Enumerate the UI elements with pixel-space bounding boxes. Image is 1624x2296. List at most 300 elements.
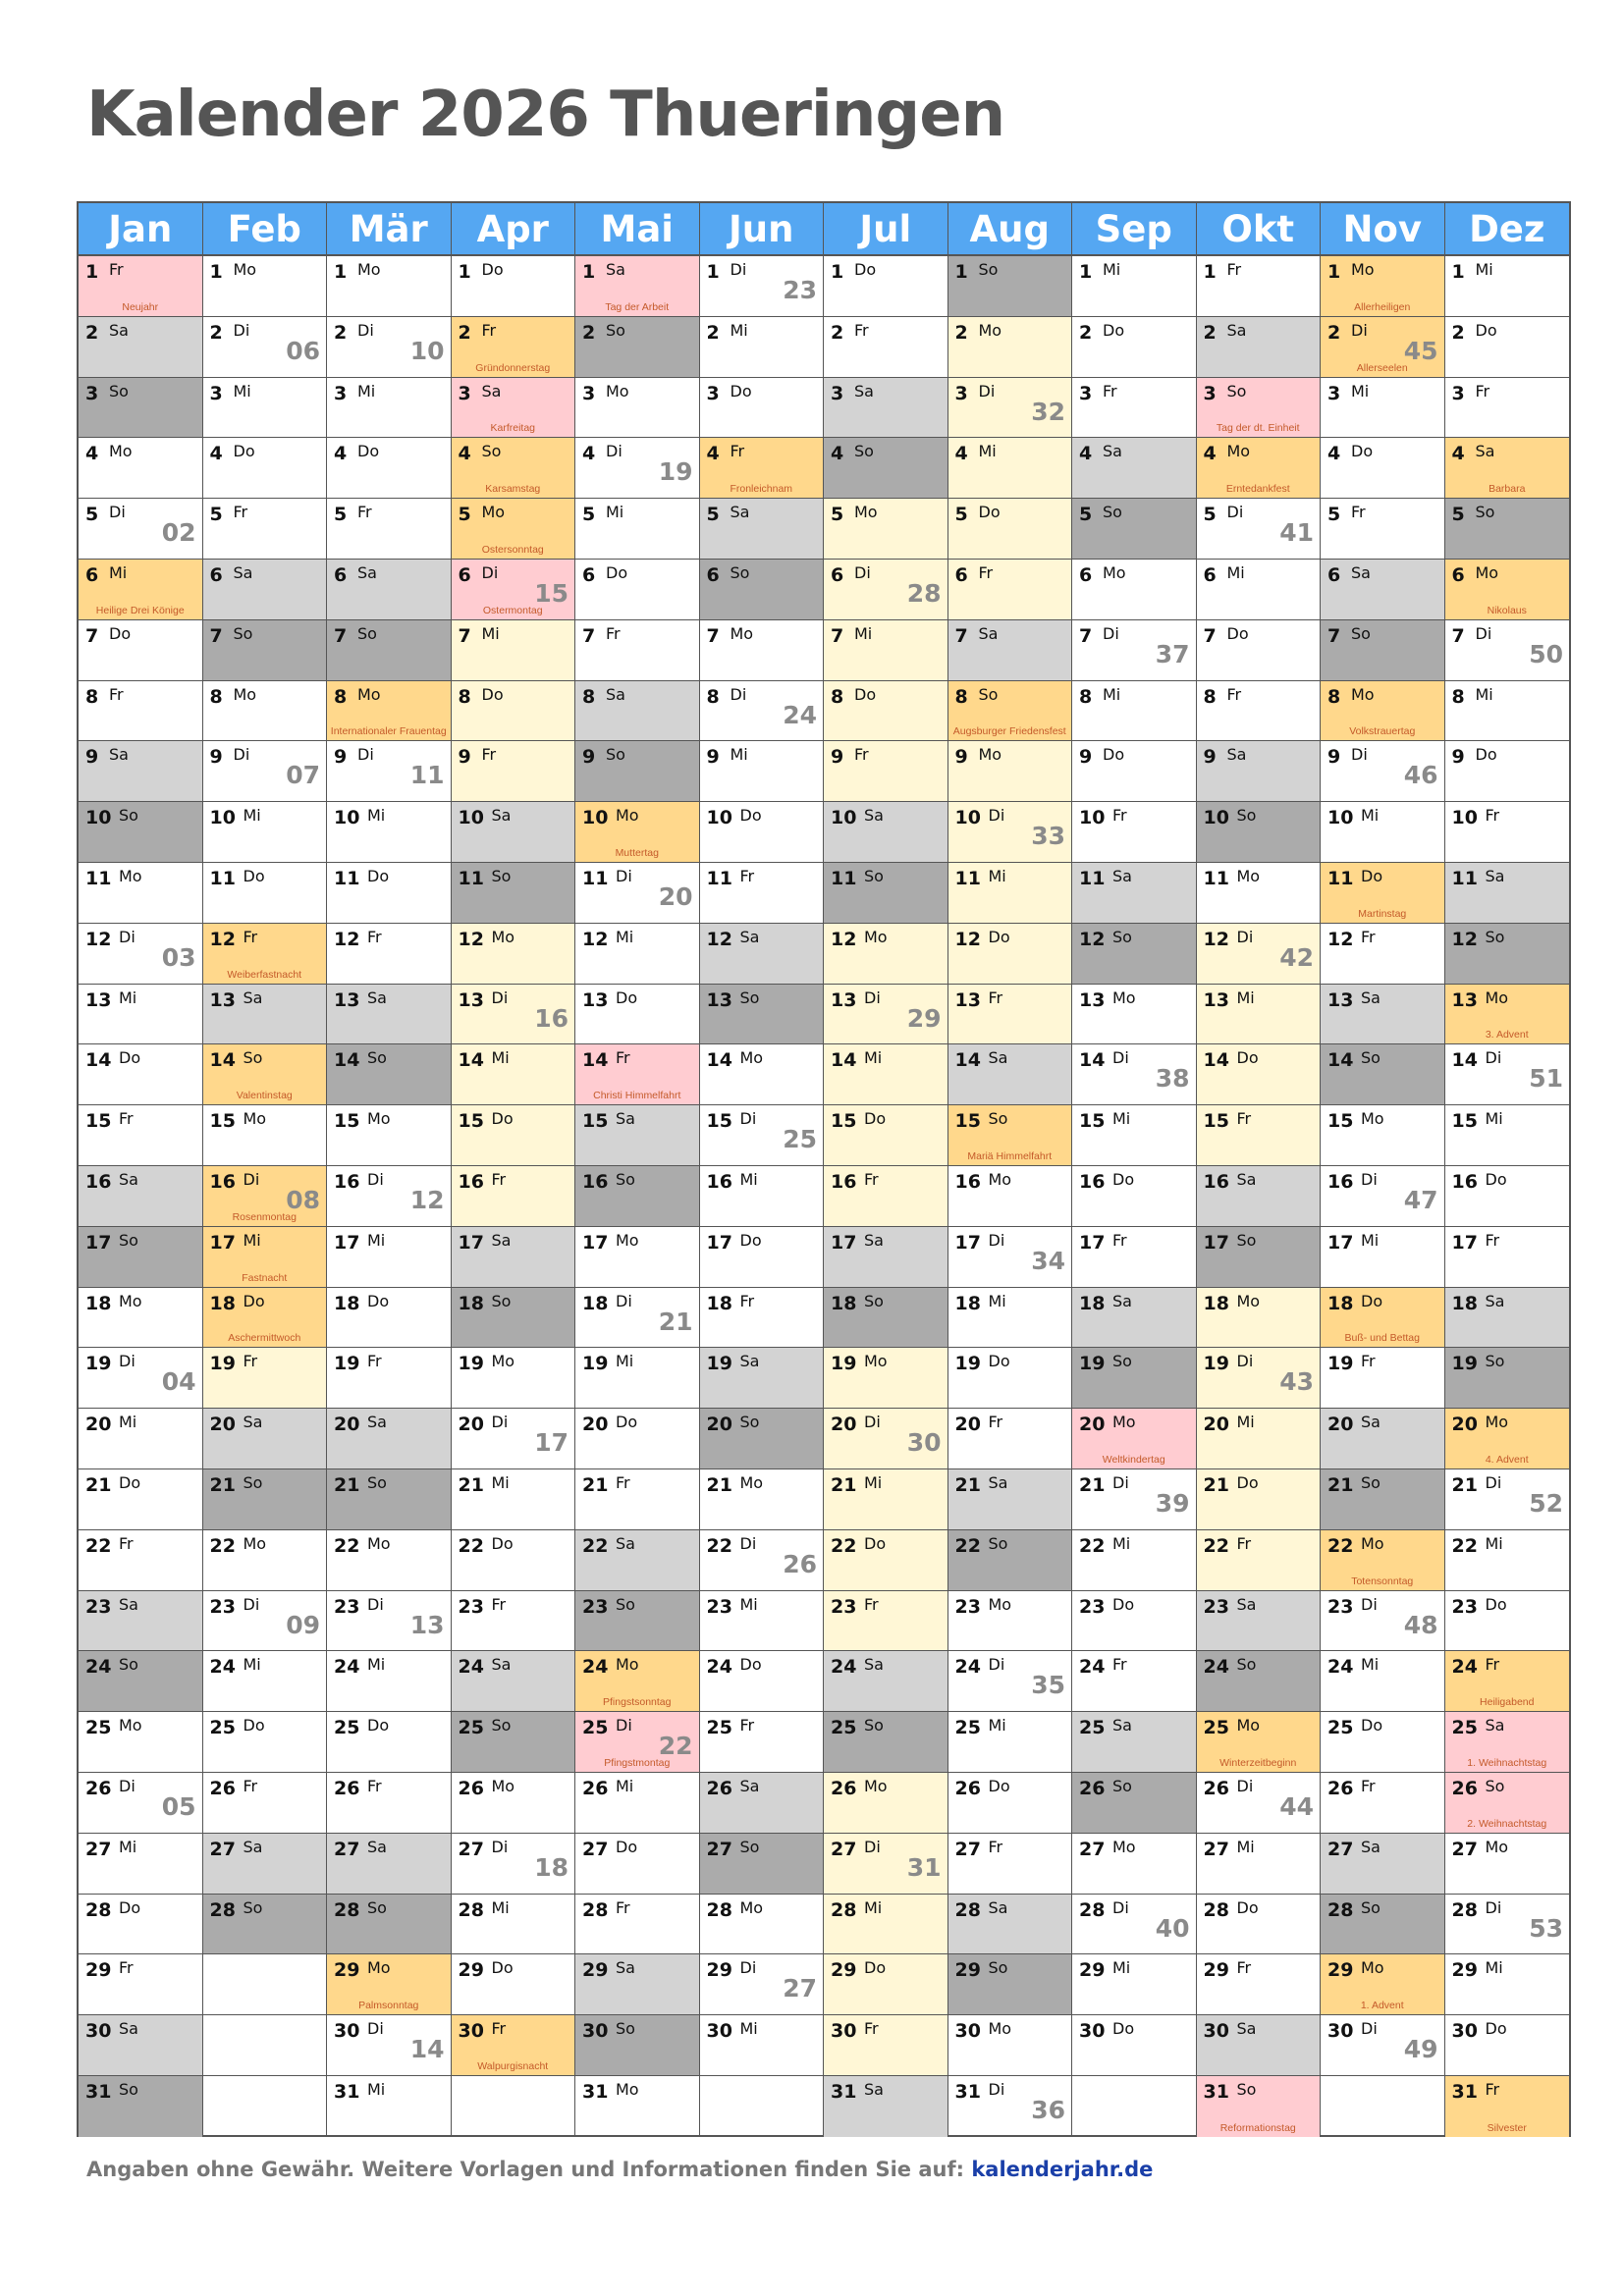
- day-cell: [575, 985, 699, 1045]
- weekday-label: Mo: [1485, 1837, 1509, 1856]
- day-cell: [1197, 499, 1321, 560]
- weekday-label: Fr: [109, 260, 124, 279]
- weekday-label: Fr: [481, 320, 497, 340]
- holiday-label: 3. Advent: [1485, 1029, 1529, 1041]
- weekday-label: So: [1236, 2079, 1257, 2099]
- weekday-label: Fr: [864, 1594, 879, 1614]
- day-number: 22: [458, 1534, 484, 1557]
- weekday-label: Fr: [854, 745, 869, 765]
- day-number: 14: [582, 1049, 609, 1072]
- weekday-label: Mi: [367, 2079, 386, 2099]
- weekday-label: Di: [233, 745, 250, 765]
- day-number: 11: [1079, 867, 1106, 889]
- day-cell: [575, 256, 699, 317]
- weekday-label: Fr: [233, 503, 248, 522]
- day-number: 15: [706, 1110, 732, 1133]
- holiday-label: Tag der dt. Einheit: [1216, 422, 1300, 435]
- holiday-label: Volkstrauertag: [1349, 725, 1416, 738]
- day-cell: [948, 1469, 1072, 1530]
- day-number: 9: [1451, 746, 1465, 769]
- holiday-label: Walpurgisnacht: [477, 2059, 549, 2072]
- weekday-label: Mi: [739, 1594, 758, 1614]
- day-cell: [1445, 1409, 1570, 1469]
- month-header: Mai: [575, 203, 699, 256]
- day-cell: [327, 499, 451, 560]
- day-cell: [948, 1895, 1072, 1955]
- weekday-label: So: [988, 1109, 1008, 1129]
- weekday-label: Di: [1485, 1897, 1502, 1917]
- weekday-label: Mo: [1112, 1413, 1136, 1432]
- weekday-label: Di: [1236, 927, 1254, 946]
- day-cell: [824, 802, 947, 863]
- day-cell: [79, 1227, 202, 1288]
- day-cell: [948, 1712, 1072, 1773]
- day-cell: [575, 1105, 699, 1166]
- weekday-label: Mo: [988, 2019, 1012, 2039]
- day-number: 12: [209, 928, 236, 950]
- week-number: 07: [286, 761, 320, 790]
- day-cell: [824, 2076, 947, 2137]
- day-number: 28: [1079, 1898, 1106, 1921]
- day-cell: [1072, 499, 1196, 560]
- day-cell: [1197, 2015, 1321, 2076]
- day-number: 24: [954, 1656, 981, 1679]
- holiday-label: Augsburger Friedensfest: [952, 725, 1066, 738]
- month-header: Mär: [327, 203, 451, 256]
- day-number: 1: [582, 261, 596, 283]
- weekday-label: Mo: [1361, 1958, 1384, 1978]
- day-number: 15: [1451, 1110, 1478, 1133]
- weekday-label: Di: [1485, 1048, 1502, 1068]
- day-cell: [1197, 741, 1321, 802]
- day-number: 15: [209, 1110, 236, 1133]
- month-column: [824, 203, 948, 2137]
- day-cell: [1072, 378, 1196, 439]
- weekday-label: Mo: [243, 1109, 267, 1129]
- day-number: 19: [831, 1353, 857, 1375]
- weekday-label: Di: [367, 1169, 384, 1189]
- weekday-label: Mi: [1112, 1109, 1131, 1129]
- weekday-label: Mo: [119, 1716, 142, 1735]
- weekday-label: Di: [988, 1655, 1005, 1675]
- day-cell: [1445, 1166, 1570, 1227]
- weekday-label: Mo: [1351, 260, 1375, 279]
- day-number: 23: [1451, 1595, 1478, 1618]
- weekday-label: Mo: [109, 442, 133, 461]
- weekday-label: Di: [1226, 503, 1244, 522]
- weekday-label: Sa: [233, 562, 253, 582]
- month-column: [203, 203, 328, 2137]
- day-number: 29: [334, 1959, 360, 1982]
- day-cell: [1197, 1409, 1321, 1469]
- day-cell: [327, 1530, 451, 1591]
- day-cell: [1197, 1348, 1321, 1409]
- day-cell: [203, 1651, 327, 1712]
- day-number: 21: [954, 1473, 981, 1496]
- weekday-label: Fr: [1236, 1533, 1252, 1553]
- day-cell: [948, 1105, 1072, 1166]
- day-cell: [700, 1651, 824, 1712]
- day-cell: [327, 1834, 451, 1895]
- week-number: 26: [783, 1549, 817, 1578]
- weekday-label: Do: [243, 1291, 265, 1310]
- holiday-label: Tag der Arbeit: [605, 300, 670, 313]
- day-cell: [203, 1348, 327, 1409]
- weekday-label: Fr: [119, 1109, 134, 1129]
- day-number: 25: [1451, 1717, 1478, 1739]
- day-number: 31: [954, 2080, 981, 2103]
- weekday-label: Mo: [491, 927, 515, 946]
- day-cell: [700, 1166, 824, 1227]
- holiday-label: Karsamstag: [485, 483, 541, 496]
- day-number: 5: [831, 504, 844, 526]
- day-number: 3: [831, 382, 844, 404]
- weekday-label: Fr: [616, 1897, 630, 1917]
- holiday-label: Martinstag: [1358, 907, 1407, 920]
- weekday-label: Sa: [1236, 2019, 1257, 2039]
- day-cell: [948, 863, 1072, 924]
- weekday-label: Di: [1236, 1352, 1254, 1371]
- weekday-label: So: [606, 320, 625, 340]
- weekday-label: Do: [481, 260, 504, 279]
- day-number: 31: [1203, 2080, 1229, 2103]
- day-number: 15: [1203, 1110, 1229, 1133]
- day-number: 22: [706, 1534, 732, 1557]
- day-number: 19: [1327, 1353, 1354, 1375]
- weekday-label: Sa: [243, 1413, 263, 1432]
- day-number: 16: [1451, 1170, 1478, 1193]
- holiday-label: Winterzeitbeginn: [1219, 1756, 1297, 1769]
- day-number: 23: [706, 1595, 732, 1618]
- day-cell: [203, 802, 327, 863]
- day-cell: [1197, 1469, 1321, 1530]
- day-number: 28: [1451, 1898, 1478, 1921]
- day-cell: [948, 924, 1072, 985]
- day-cell: [948, 499, 1072, 560]
- weekday-label: Sa: [606, 684, 625, 704]
- weekday-label: Sa: [1361, 1413, 1380, 1432]
- day-cell: [1072, 1530, 1196, 1591]
- weekday-label: So: [854, 442, 874, 461]
- day-cell: [327, 1166, 451, 1227]
- day-number: 5: [1451, 504, 1465, 526]
- weekday-label: Do: [1361, 1291, 1383, 1310]
- weekday-label: Sa: [119, 1594, 138, 1614]
- day-number: 6: [582, 563, 596, 586]
- day-number: 21: [831, 1473, 857, 1496]
- day-number: 27: [706, 1838, 732, 1860]
- day-number: 2: [1451, 321, 1465, 344]
- day-cell: [1072, 863, 1196, 924]
- day-number: 16: [1079, 1170, 1106, 1193]
- day-number: 29: [954, 1959, 981, 1982]
- day-cell: [203, 438, 327, 499]
- week-number: 47: [1403, 1185, 1438, 1214]
- day-number: 25: [582, 1717, 609, 1739]
- day-cell: [203, 1166, 327, 1227]
- day-cell: [700, 1288, 824, 1349]
- weekday-label: Mo: [481, 503, 506, 522]
- weekday-label: Mi: [730, 745, 748, 765]
- weekday-label: So: [864, 1716, 884, 1735]
- day-number: 8: [1079, 685, 1093, 708]
- day-number: 3: [582, 382, 596, 404]
- day-number: 6: [1203, 563, 1217, 586]
- holiday-label: Heiligabend: [1480, 1696, 1535, 1709]
- day-number: 10: [1327, 807, 1354, 829]
- day-number: 24: [334, 1656, 360, 1679]
- week-number: 34: [1031, 1246, 1065, 1275]
- day-number: 9: [582, 746, 596, 769]
- day-cell: [700, 620, 824, 681]
- empty-day-cell: [203, 2015, 327, 2076]
- weekday-label: Di: [864, 988, 881, 1007]
- day-number: 6: [458, 563, 471, 586]
- weekday-label: Do: [1361, 866, 1383, 885]
- week-number: 23: [783, 276, 817, 304]
- day-cell: [575, 438, 699, 499]
- day-number: 15: [582, 1110, 609, 1133]
- day-cell: [1197, 1227, 1321, 1288]
- weekday-label: So: [233, 623, 253, 643]
- day-number: 15: [1327, 1110, 1354, 1133]
- weekday-label: Mo: [978, 745, 1002, 765]
- day-number: 4: [209, 443, 223, 465]
- day-number: 22: [209, 1534, 236, 1557]
- day-cell: [79, 1469, 202, 1530]
- holiday-label: Ostermontag: [482, 604, 543, 616]
- day-cell: [1072, 1105, 1196, 1166]
- weekday-label: Sa: [988, 1472, 1008, 1492]
- day-number: 10: [831, 807, 857, 829]
- day-cell: [1072, 1895, 1196, 1955]
- weekday-label: Mo: [357, 260, 381, 279]
- day-cell: [1321, 1348, 1444, 1409]
- day-number: 15: [954, 1110, 981, 1133]
- holiday-label: Erntedankfest: [1225, 483, 1290, 496]
- day-number: 23: [1327, 1595, 1354, 1618]
- day-cell: [948, 378, 1072, 439]
- holiday-label: 1. Advent: [1360, 2000, 1404, 2012]
- weekday-label: Do: [1475, 745, 1497, 765]
- weekday-label: Sa: [864, 1230, 884, 1250]
- day-cell: [575, 378, 699, 439]
- day-number: 14: [831, 1049, 857, 1072]
- day-cell: [948, 1954, 1072, 2015]
- day-number: 10: [1451, 807, 1478, 829]
- day-number: 7: [831, 624, 844, 647]
- day-number: 28: [334, 1898, 360, 1921]
- day-number: 28: [831, 1898, 857, 1921]
- day-number: 13: [706, 988, 732, 1011]
- week-number: 32: [1031, 397, 1065, 426]
- weekday-label: Sa: [616, 1958, 635, 1978]
- day-number: 29: [1203, 1959, 1229, 1982]
- weekday-label: Mo: [864, 1776, 888, 1795]
- weekday-label: Sa: [978, 623, 999, 643]
- weekday-label: So: [367, 1048, 387, 1068]
- weekday-label: Do: [1112, 1169, 1135, 1189]
- day-cell: [948, 620, 1072, 681]
- weekday-label: Di: [491, 1837, 509, 1856]
- weekday-label: Do: [367, 1716, 390, 1735]
- day-number: 30: [85, 2020, 112, 2043]
- weekday-label: So: [1475, 503, 1495, 522]
- week-number: 25: [783, 1125, 817, 1154]
- weekday-label: Mo: [616, 1655, 639, 1675]
- weekday-label: Mi: [243, 1655, 261, 1675]
- weekday-label: Sa: [1226, 320, 1247, 340]
- weekday-label: So: [1361, 1472, 1380, 1492]
- holiday-label: Weiberfastnacht: [227, 968, 302, 981]
- day-number: 4: [85, 443, 99, 465]
- day-number: 23: [85, 1595, 112, 1618]
- day-number: 13: [582, 988, 609, 1011]
- footer: [86, 2158, 1153, 2181]
- day-number: 16: [954, 1170, 981, 1193]
- day-number: 25: [954, 1717, 981, 1739]
- week-number: 41: [1279, 518, 1314, 548]
- weekday-label: Fr: [864, 2019, 879, 2039]
- day-number: 10: [458, 807, 484, 829]
- day-cell: [203, 560, 327, 620]
- day-cell: [203, 1288, 327, 1349]
- month-header: Nov: [1321, 203, 1444, 256]
- day-cell: [575, 1288, 699, 1349]
- day-number: 19: [458, 1353, 484, 1375]
- weekday-label: So: [616, 2019, 635, 2039]
- day-number: 3: [1451, 382, 1465, 404]
- month-header: Dez: [1445, 203, 1570, 256]
- day-cell: [327, 1651, 451, 1712]
- day-number: 17: [85, 1231, 112, 1254]
- weekday-label: Fr: [978, 562, 994, 582]
- day-number: 27: [85, 1838, 112, 1860]
- month-column: [1197, 203, 1322, 2137]
- weekday-label: Sa: [119, 1169, 138, 1189]
- weekday-label: Do: [1351, 442, 1374, 461]
- weekday-label: Sa: [243, 1837, 263, 1856]
- weekday-label: So: [1112, 1776, 1132, 1795]
- day-cell: [1072, 741, 1196, 802]
- weekday-label: Mi: [1112, 1958, 1131, 1978]
- day-number: 12: [334, 928, 360, 950]
- weekday-label: Di: [606, 442, 623, 461]
- day-cell: [824, 1348, 947, 1409]
- day-cell: [452, 1409, 575, 1469]
- day-cell: [1445, 1895, 1570, 1955]
- weekday-label: Di: [730, 684, 747, 704]
- day-cell: [452, 1530, 575, 1591]
- day-number: 18: [85, 1292, 112, 1314]
- weekday-label: Mi: [233, 381, 251, 400]
- day-cell: [452, 378, 575, 439]
- day-cell: [700, 1530, 824, 1591]
- weekday-label: Sa: [1103, 442, 1122, 461]
- day-number: 28: [1327, 1898, 1354, 1921]
- weekday-label: Mi: [864, 1897, 883, 1917]
- day-cell: [452, 802, 575, 863]
- day-number: 8: [1327, 685, 1341, 708]
- day-number: 1: [1203, 261, 1217, 283]
- day-cell: [1321, 1895, 1444, 1955]
- day-cell: [1321, 1773, 1444, 1834]
- day-cell: [824, 499, 947, 560]
- weekday-label: Mo: [1485, 1413, 1509, 1432]
- day-cell: [824, 985, 947, 1045]
- day-cell: [79, 560, 202, 620]
- holiday-label: Reformationstag: [1219, 2121, 1296, 2134]
- weekday-label: Di: [109, 503, 126, 522]
- weekday-label: Do: [119, 1897, 141, 1917]
- day-cell: [700, 378, 824, 439]
- weekday-label: Mi: [1103, 684, 1121, 704]
- day-cell: [700, 1227, 824, 1288]
- day-number: 9: [209, 746, 223, 769]
- weekday-label: Sa: [1112, 1291, 1132, 1310]
- weekday-label: Fr: [357, 503, 372, 522]
- weekday-label: Sa: [1475, 442, 1495, 461]
- day-cell: [1197, 560, 1321, 620]
- day-number: 16: [209, 1170, 236, 1193]
- day-number: 4: [458, 443, 471, 465]
- weekday-label: Mo: [1112, 988, 1136, 1007]
- holiday-label: 2. Weihnachtstag: [1467, 1817, 1547, 1830]
- day-cell: [1321, 741, 1444, 802]
- weekday-label: Mo: [491, 1352, 515, 1371]
- day-number: 29: [85, 1959, 112, 1982]
- weekday-label: Di: [864, 1837, 881, 1856]
- day-cell: [203, 1895, 327, 1955]
- day-number: 12: [1327, 928, 1354, 950]
- day-number: 2: [1079, 321, 1093, 344]
- day-cell: [948, 1773, 1072, 1834]
- empty-day-cell: [203, 1954, 327, 2015]
- day-number: 31: [85, 2080, 112, 2103]
- weekday-label: Di: [233, 320, 250, 340]
- day-number: 22: [831, 1534, 857, 1557]
- footer-link[interactable]: kalenderjahr.de: [971, 2158, 1154, 2181]
- weekday-label: Di: [1361, 1169, 1378, 1189]
- day-number: 4: [334, 443, 348, 465]
- weekday-label: Mi: [1236, 1837, 1255, 1856]
- weekday-label: Di: [1112, 1048, 1129, 1068]
- weekday-label: Mi: [357, 381, 376, 400]
- day-number: 19: [1203, 1353, 1229, 1375]
- weekday-label: Mi: [243, 806, 261, 826]
- holiday-label: Internationaler Frauentag: [330, 725, 447, 738]
- day-cell: [1072, 1651, 1196, 1712]
- day-number: 14: [458, 1049, 484, 1072]
- day-number: 25: [831, 1717, 857, 1739]
- weekday-label: Di: [739, 1109, 757, 1129]
- day-cell: [1197, 1166, 1321, 1227]
- weekday-label: So: [606, 745, 625, 765]
- weekday-label: Sa: [854, 381, 874, 400]
- day-cell: [1321, 560, 1444, 620]
- day-cell: [948, 560, 1072, 620]
- weekday-label: Fr: [491, 1594, 507, 1614]
- weekday-label: Do: [491, 1533, 514, 1553]
- holiday-label: Valentinstag: [236, 1090, 293, 1102]
- weekday-label: Di: [1351, 745, 1368, 765]
- day-cell: [79, 2076, 202, 2137]
- day-number: 15: [1079, 1110, 1106, 1133]
- day-number: 24: [1327, 1656, 1354, 1679]
- day-cell: [79, 256, 202, 317]
- weekday-label: Mo: [1351, 684, 1375, 704]
- weekday-label: Fr: [243, 927, 258, 946]
